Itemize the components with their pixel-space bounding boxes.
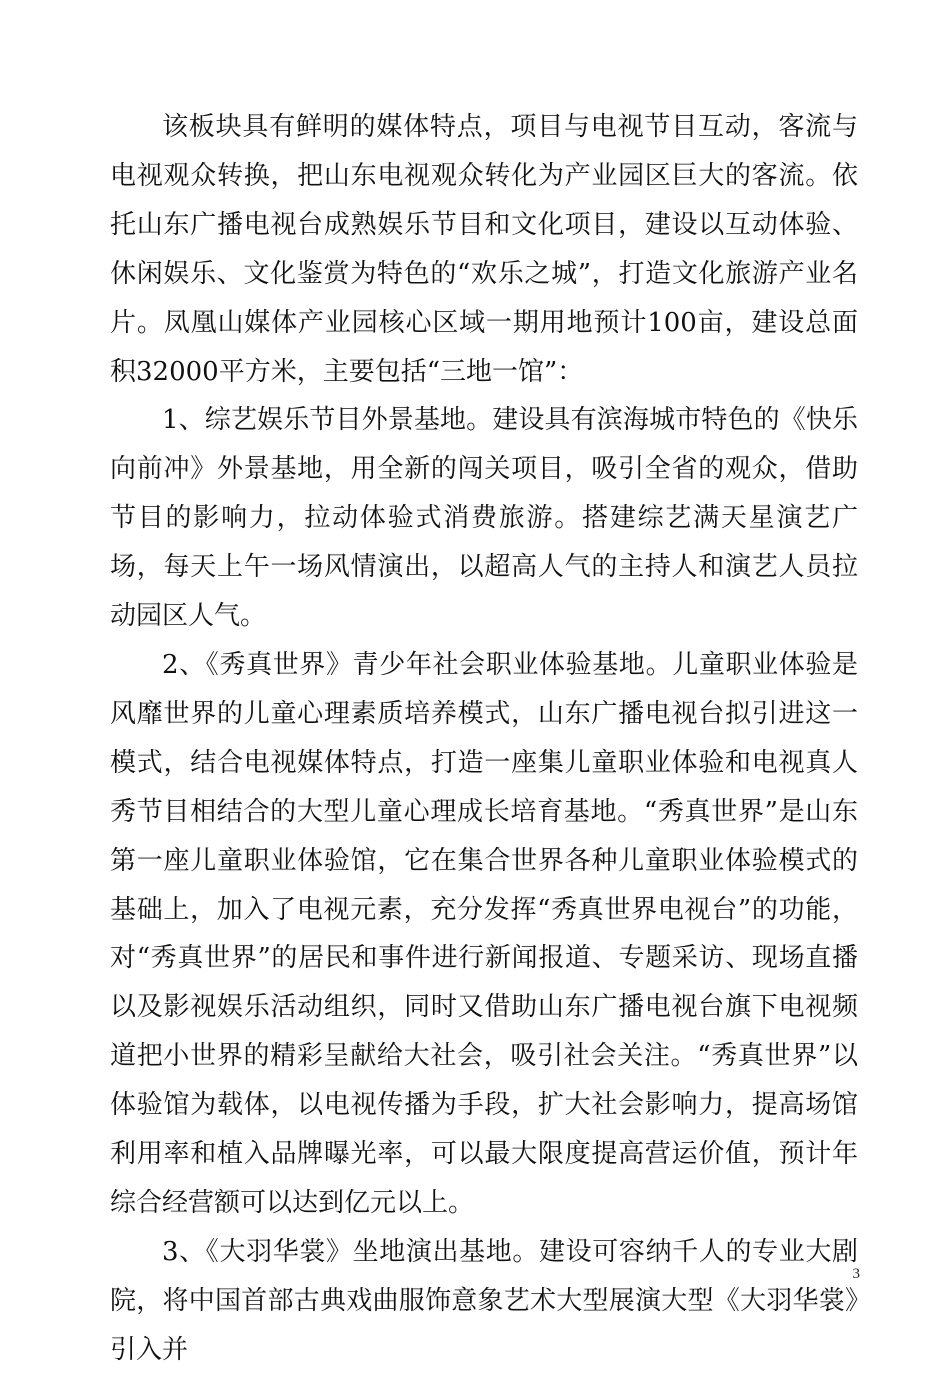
- paragraph-item-1: 1、综艺娱乐节目外景基地。建设具有滨海城市特色的《快乐向前冲》外景基地，用全新的闯关项目，吸引全省的观众，借助节目的影响力，拉动体验式消费旅游。搭建综艺满天星演艺广场，每天上午一场风情演出，以超高人气的主持人和演艺人员拉动园区人气。: [110, 405, 858, 632]
- paragraph-item-3: 3、《大羽华裳》坐地演出基地。建设可容纳千人的专业大剧院，将中国首部古典戏曲服饰意象艺术大型展演大型《大羽华裳》引入并: [110, 1236, 858, 1365]
- paragraph-item-2: 2、《秀真世界》青少年社会职业体验基地。儿童职业体验是风靡世界的儿童心理素质培养模式，山东广播电视台拟引进这一模式，结合电视媒体特点，打造一座集儿童职业体验和电视真人秀节目相结合的大型儿童心理成长培育基地。“秀真世界”是山东第一座儿童职业体验馆，它在集合世界各种儿童职业体验模式的基础上，加入了电视元素，充分发挥“秀真世界电视台”的功能，对“秀真世界”的居民和事件进行新闻报道、专题采访、现场直播以及影视娱乐活动组织，同时又借助山东广播电视台旗下电视频道把小世界的精彩呈献给大社会，吸引社会关注。“秀真世界”以体验馆为载体，以电视传播为手段，扩大社会影响力，提高场馆利用率和植入品牌曝光率，可以最大限度提高营运价值，预计年综合经营额可以达到亿元以上。: [110, 649, 858, 1218]
- page-number: 3: [852, 1266, 860, 1282]
- document-body: [110, 103, 858, 1375]
- paragraph-intro: 该板块具有鲜明的媒体特点，项目与电视节目互动，客流与电视观众转换，把山东电视观众转化为产业园区巨大的客流。依托山东广播电视台成熟娱乐节目和文化项目，建设以互动体验、休闲娱乐、文化鉴赏为特色的“欢乐之城”，打造文化旅游产业名片。凤凰山媒体产业园核心区域一期用地预计100亩，建设总面积32000平方米，主要包括“三地一馆”：: [110, 112, 858, 387]
